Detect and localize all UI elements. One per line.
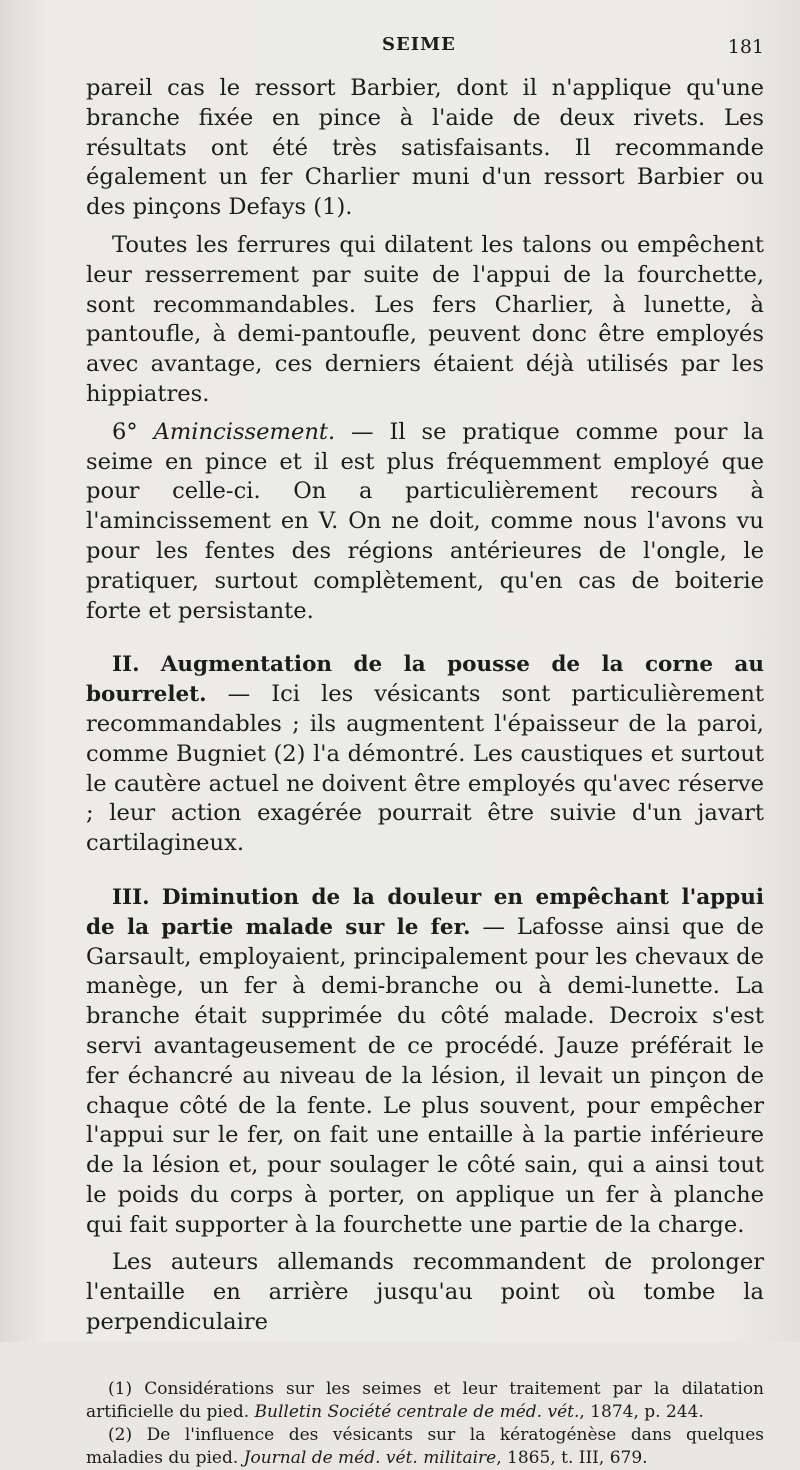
section-title: Augmentation de la pousse de la corne au bourrelet.: [86, 652, 764, 708]
paragraph-text: — Il se pratique comme pour la seime en pince et il est plus fréquemment employé que pour celle-ci. On a particulièrement recours à l'amincissement en V. On ne doit, comme nous l'avons vu pour les fentes des régions antérieures de l'ongle, le pratiquer, surtout complètement, qu'en cas de boiterie forte et persistante.: [86, 418, 765, 624]
page-header: [86, 28, 764, 74]
section-number: III.: [112, 884, 150, 910]
footnote-citation: , 1865, t. III, 679.: [496, 1447, 648, 1468]
footnote-2: [86, 1424, 764, 1470]
footnote-source: Journal de méd. vét. militaire: [243, 1447, 497, 1468]
footnote-source: Bulletin Société centrale de méd. vét.: [254, 1401, 580, 1422]
paragraph-1: pareil cas le ressort Barbier, dont il n'applique qu'une branche fixée en pince à l'aide de deux rivets. Les résultats ont été très satisfaisants. Il recommande également un fer Charlier muni d'un ressort Barbier ou des pinçons Defays (1).: [86, 75, 764, 221]
body-text: [86, 74, 764, 1338]
paragraph-auteurs-allemands: Les auteurs allemands recommandent de prolonger l'entaille en arrière jusqu'au point où tombe la perpendiculaire: [86, 1249, 764, 1336]
section-title: Diminution de la douleur en empêchant l'appui de la partie malade sur le fer.: [86, 884, 764, 940]
paragraph-diminution: [86, 883, 764, 1241]
paragraph-augmentation: [86, 650, 764, 859]
paragraph-amincissement: [86, 418, 764, 627]
section-number: II.: [112, 652, 140, 678]
paragraph-text: — Ici les vésicants sont particulièrement recommandables ; ils augmentent l'épaisseur de la paroi, comme Bugniet (2) l'a démontré. Les caustiques et surtout le cautère actuel ne doivent être employés qu'avec réserve ; leur action exagérée pourrait être suivie d'un javart cartilagineux.: [86, 681, 764, 857]
section-number: 6°: [112, 418, 138, 445]
footnote-text: (1) Considérations sur les seimes et leur traitement par la dilatation artificielle du pied.: [86, 1378, 764, 1422]
paragraph-2: Toutes les ferrures qui dilatent les talons ou empêchent leur resserrement par suite de l'appui de la fourchette, sont recommandables. Les fers Charlier, à lunette, à pantoufle, à demi-pantoufle, peuvent donc être employés avec avantage, ces derniers étaient déjà utilisés par les hippiatres.: [86, 231, 764, 407]
footnotes: [86, 1378, 764, 1470]
footnote-text: (2) De l'influence des vésicants sur la kératogénèse dans quelques maladies du pied.: [86, 1424, 764, 1468]
section-title: Amincissement.: [153, 418, 336, 445]
running-head: SEIME: [382, 34, 456, 55]
footnote-1: [86, 1378, 764, 1424]
page-number: 181: [727, 36, 764, 58]
paragraph-text: — Lafosse ainsi que de Garsault, employaient, principalement pour les chevaux de manège, un fer à demi-branche ou à demi-lunette. La branche était supprimée du côté malade. Decroix s'est servi avantageusement de ce procédé. Jauze préférait le fer échancré au niveau de la lésion, il levait un pinçon de chaque côté de la fente. Le plus souvent, pour empêcher l'appui sur le fer, on fait une entaille à la partie inférieure de la lésion et, pour soulager le côté sain, qui a ainsi tout le poids du corps à porter, on applique un fer à planche qui fait supporter à la fourchette une partie de la charge.: [86, 913, 764, 1238]
footnote-citation: , 1874, p. 244.: [579, 1401, 704, 1422]
